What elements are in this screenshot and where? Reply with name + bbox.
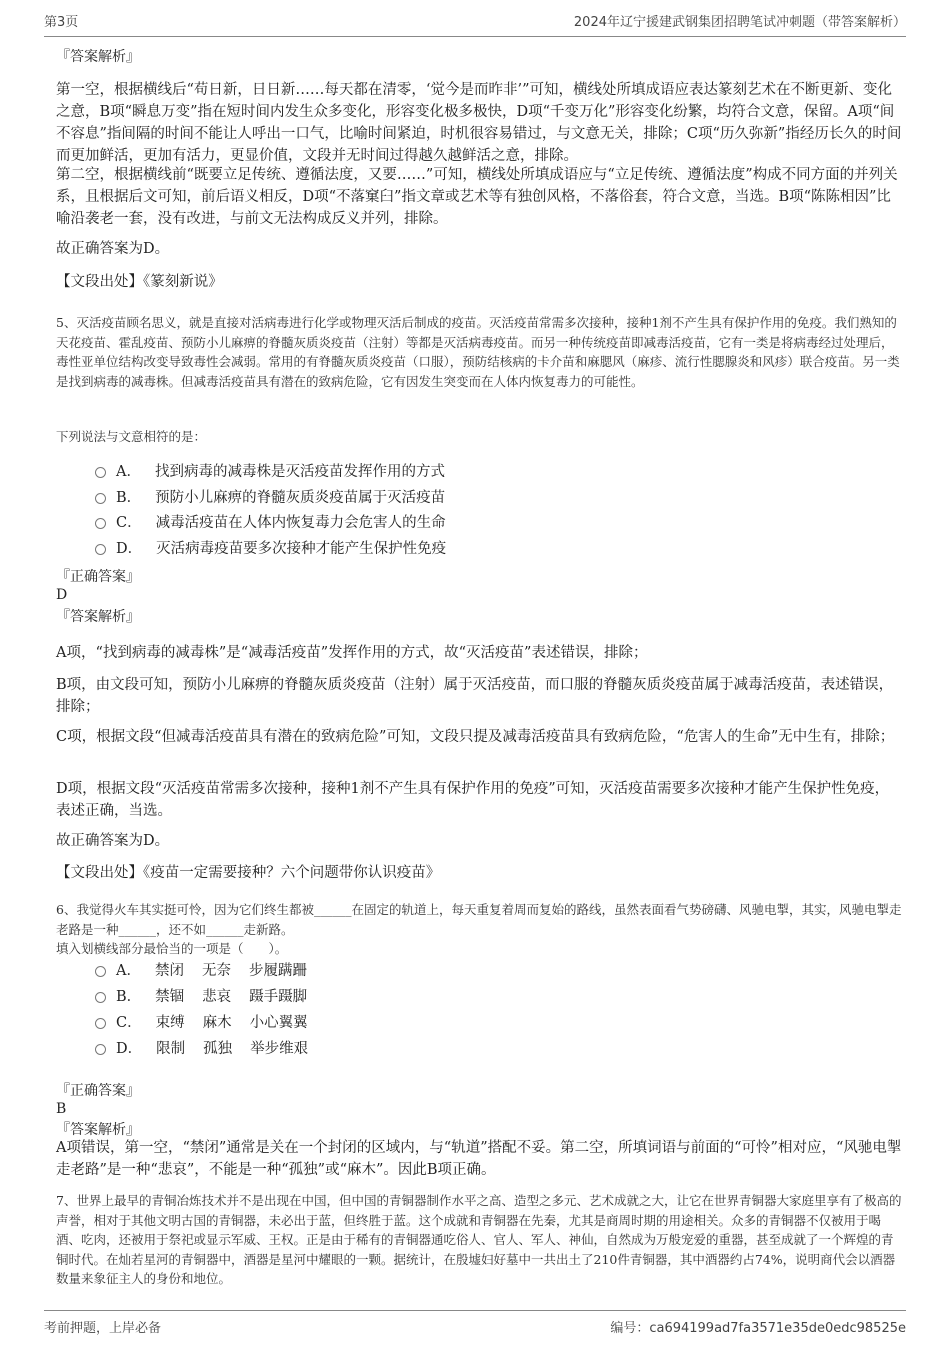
radio-button[interactable] xyxy=(95,544,106,555)
option-letter: A． xyxy=(116,963,141,979)
q4-conclusion: 故正确答案为D。 xyxy=(56,241,170,257)
option-text: 减毒活疫苗在人体内恢复毒力会危害人的生命 xyxy=(155,515,446,531)
q6-option-a[interactable] xyxy=(95,960,325,982)
q5-option-d[interactable] xyxy=(95,538,446,560)
option-text: 找到病毒的减毒株是灭活疫苗发挥作用的方式 xyxy=(154,464,445,480)
option-word: 蹑手蹑脚 xyxy=(249,989,308,1005)
radio-button[interactable] xyxy=(95,493,106,504)
q5-passage: 5、灭活疫苗顾名思义，就是直接对活病毒进行化学或物理灭活后制成的疫苗。灭活疫苗常需多次接种，接种1剂不产生具有保护作用的免疫。我们熟知的天花疫苗、霍乱疫苗、预防小儿麻痹的脊髓灰质炎疫苗（注射）等都是灭活病毒疫苗。而另一种传统疫苗即减毒活疫苗，它有一类是将病毒经过处理后，毒性亚单位结构改变导致毒性会减弱。常用的有脊髓灰质炎疫苗（口服），预防结核病的卡介苗和麻腮风（麻疹、流行性腮腺炎和风疹）联合疫苗。另一类是找到病毒的减毒株。但减毒活疫苗具有潜在的致病危险，它有因发生突变而在人体内恢复毒力的可能性。 xyxy=(56,315,900,389)
option-word: 禁闭 xyxy=(154,963,184,979)
q6-option-d[interactable] xyxy=(95,1038,326,1060)
q5-question: 下列说法与文意相符的是： xyxy=(56,429,207,444)
radio-button[interactable] xyxy=(95,1018,106,1029)
option-word: 束缚 xyxy=(155,1015,185,1031)
q6-question: 填入划横线部分最恰当的一项是（ ）。 xyxy=(56,941,288,956)
radio-button[interactable] xyxy=(95,966,106,977)
page-number: 第3页 xyxy=(44,15,79,30)
q4-analysis-label: 『答案解析』 xyxy=(56,49,140,65)
q5-option-c[interactable] xyxy=(95,512,446,534)
option-text: 预防小儿麻痹的脊髓灰质炎疫苗属于灭活疫苗 xyxy=(155,490,446,506)
radio-button[interactable] xyxy=(95,1044,106,1055)
document-id: 编号：ca694199ad7fa3571e35de0edc98525e xyxy=(610,1321,906,1336)
q4-analysis-para1: 第一空，根据横线后“苟日新，日日新……每天都在清零，‘觉今是而昨非’”可知，横线处所填成语应表达篆刻艺术在不断更新、变化之意，B项“瞬息万变”指在短时间内发生众多变化，形容变化极多极快，D项“千变万化”形容变化纷繁，均符合文意，保留。A项“间不容息”指间隔的时间不能让人呼出一口气，比喻时间紧迫，时机很容易错过，与文意无关，排除；C项“历久弥新”指经历长久的时间而更加鲜活，更加有活力，更显价值，文段并无时间过得越久越鲜活之意，排除。 xyxy=(56,82,902,164)
q4-source: 【文段出处】《篆刻新说》 xyxy=(56,274,223,290)
q5-analysis-b: B项，由文段可知，预防小儿麻痹的脊髓灰质炎疫苗（注射）属于灭活疫苗，而口服的脊髓灰质炎疫苗属于减毒活疫苗，表述错误，排除； xyxy=(56,677,894,715)
q6-option-c[interactable] xyxy=(95,1012,326,1034)
q7-passage: 7、世界上最早的青铜冶炼技术并不是出现在中国，但中国的青铜器制作水平之高、造型之多元、艺术成就之大，让它在世界青铜器大家庭里享有了极高的声誉，相对于其他文明古国的青铜器，未必出于蓝，但终胜于蓝。这个成就和青铜器在先秦，尤其是商周时期的用途相关。众多的青铜器不仅被用于喝酒、吃肉，还被用于祭祀或显示军威、王权。正是由于稀有的青铜器通吃俗人、官人、军人、神仙，自然成为万般宠爱的重器，甚至成就了一个辉煌的青铜时代。在灿若星河的青铜器中，酒器是星河中耀眼的一颗。据统计，在殷墟妇好墓中一共出土了210件青铜器，其中酒器约占74%，说明商代会以酒器数量来象征主人的身份和地位。 xyxy=(56,1193,902,1286)
q5-answer-label: 『正确答案』 xyxy=(56,569,140,585)
q5-analysis-c: C项，根据文段“但减毒活疫苗具有潜在的致病危险”可知，文段只提及减毒活疫苗具有致病危险，“危害人的生命”无中生有，排除； xyxy=(56,729,895,745)
q5-answer: D xyxy=(56,587,68,603)
option-word: 步履蹒跚 xyxy=(248,963,307,979)
radio-button[interactable] xyxy=(95,992,106,1003)
q5-source: 【文段出处】《疫苗一定需要接种？六个问题带你认识疫苗》 xyxy=(56,865,441,881)
option-letter: B． xyxy=(116,490,142,506)
q5-analysis-d: D项，根据文段“灭活疫苗常需多次接种，接种1剂不产生具有保护作用的免疫”可知，灭活疫苗需要多次接种才能产生保护性免疫，表述正确，当选。 xyxy=(56,781,890,819)
radio-button[interactable] xyxy=(95,467,106,478)
q5-analysis-label: 『答案解析』 xyxy=(56,609,140,625)
option-text: 灭活病毒疫苗要多次接种才能产生保护性免疫 xyxy=(156,541,447,557)
q5-analysis-a: A项，“找到病毒的减毒株”是“减毒活疫苗”发挥作用的方式，故“灭活疫苗”表述错误，排除； xyxy=(56,645,648,661)
option-word: 举步维艰 xyxy=(250,1041,309,1057)
q6-answer: B xyxy=(56,1101,67,1117)
footer-slogan: 考前押题，上岸必备 xyxy=(44,1321,162,1336)
q4-analysis-para2: 第二空，根据横线前“既要立足传统、遵循法度，又要……”可知，横线处所填成语应与“立足传统、遵循法度”构成不同方面的并列关系，且根据后文可知，前后语义相反，D项“不落窠臼”指文章或艺术等有独创风格，不落俗套，符合文意，当选。B项“陈陈相因”比喻沿袭老一套，没有改进，与前文无法构成反义并列，排除。 xyxy=(56,167,898,227)
option-word: 悲哀 xyxy=(202,989,232,1005)
option-letter: B． xyxy=(116,989,142,1005)
option-word: 无奈 xyxy=(201,963,231,979)
page-header xyxy=(44,11,906,37)
q6-analysis: A项错误，第一空，“禁闭”通常是关在一个封闭的区域内，与“轨道”搭配不妥。第二空，所填词语与前面的“可怜”相对应，“风驰电掣走老路”是一种“悲哀”，不能是一种“孤独”或“麻木”。因此B项正确。 xyxy=(56,1140,902,1178)
q6-analysis-label: 『答案解析』 xyxy=(56,1122,140,1138)
option-word: 小心翼翼 xyxy=(249,1015,308,1031)
q6-answer-label: 『正确答案』 xyxy=(56,1083,140,1099)
q5-option-b[interactable] xyxy=(95,487,445,509)
document-title: 2024年辽宁援建武钢集团招聘笔试冲刺题（带答案解析） xyxy=(573,15,906,30)
q6-passage: 6、我觉得火车其实挺可怜，因为它们终生都被______在固定的轨道上，每天重复着周而复始的路线，虽然表面看气势磅礴、风驰电掣，其实，风驰电掣走老路是一种______，还不如______走新路。 xyxy=(56,902,902,937)
option-word: 禁锢 xyxy=(155,989,185,1005)
option-letter: C． xyxy=(116,515,142,531)
option-letter: A． xyxy=(116,464,141,480)
q5-conclusion: 故正确答案为D。 xyxy=(56,833,170,849)
option-word: 限制 xyxy=(156,1041,186,1057)
q6-option-b[interactable] xyxy=(95,986,325,1008)
option-word: 麻木 xyxy=(202,1015,232,1031)
option-letter: D． xyxy=(116,1041,143,1057)
q5-option-a[interactable] xyxy=(95,461,445,483)
page-footer xyxy=(44,1310,906,1336)
option-letter: D． xyxy=(116,541,143,557)
option-word: 孤独 xyxy=(203,1041,233,1057)
option-letter: C． xyxy=(116,1015,142,1031)
radio-button[interactable] xyxy=(95,518,106,529)
